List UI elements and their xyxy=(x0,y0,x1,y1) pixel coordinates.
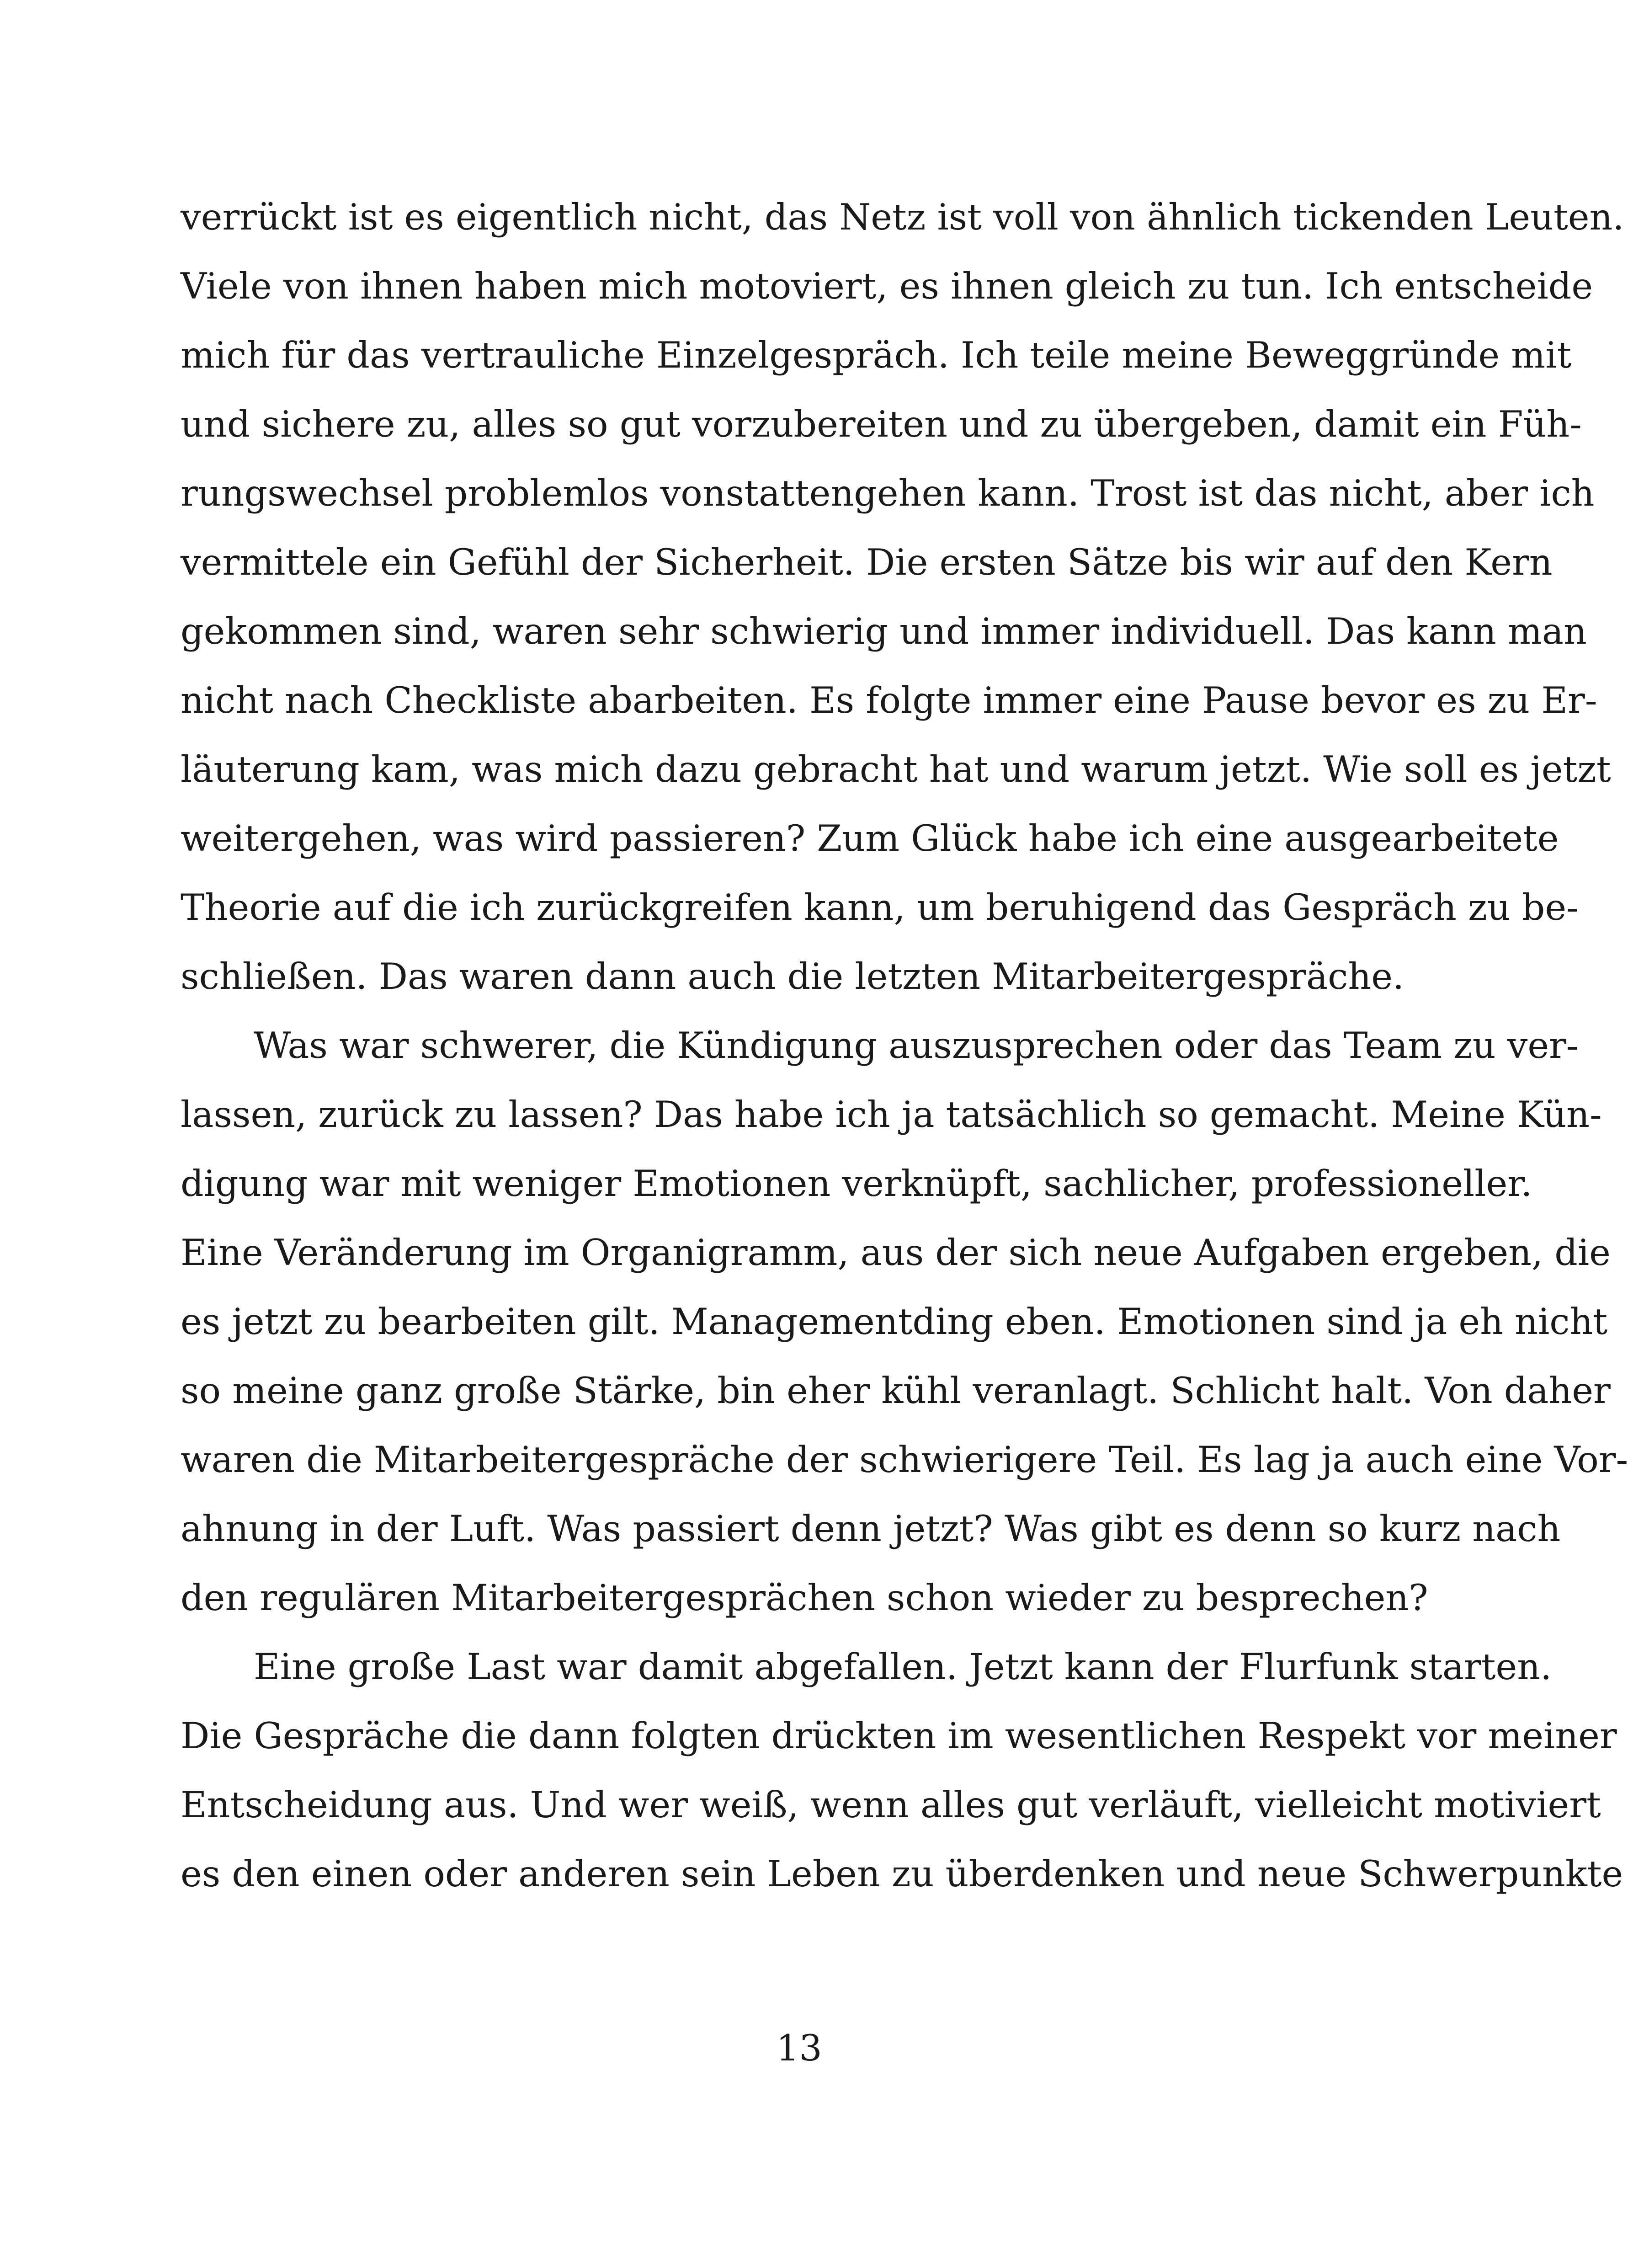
text-line: Eine große Last war damit abgefallen. Jetzt kann der Flurfunk starten. xyxy=(254,1646,1552,1688)
text-line: rungswechsel problemlos vonstattengehen kann. Trost ist das nicht, aber ich xyxy=(181,472,1595,514)
text-line: Entscheidung aus. Und wer weiß, wenn alles gut verläuft, vielleicht motiviert xyxy=(181,1784,1601,1826)
text-line: so meine ganz große Stärke, bin eher kühl veranlagt. Schlicht halt. Von daher xyxy=(181,1370,1611,1412)
page-number: 13 xyxy=(776,2027,822,2069)
text-line: digung war mit weniger Emotionen verknüpft, sachlicher, professioneller. xyxy=(181,1163,1532,1205)
text-line: es den einen oder anderen sein Leben zu überdenken und neue Schwerpunkte xyxy=(181,1853,1623,1895)
text-line: gekommen sind, waren sehr schwierig und immer individuell. Das kann man xyxy=(181,610,1587,652)
text-line: und sichere zu, alles so gut vorzubereiten und zu übergeben, damit ein Füh- xyxy=(181,403,1582,445)
text-line: schließen. Das waren dann auch die letzten Mitarbeitergespräche. xyxy=(181,955,1405,998)
body-text xyxy=(181,183,1628,1909)
text-line: läuterung kam, was mich dazu gebracht hat und warum jetzt. Wie soll es jetzt xyxy=(181,748,1611,790)
text-line: mich für das vertrauliche Einzelgespräch. Ich teile meine Beweggründe mit xyxy=(181,334,1572,376)
text-line: Theorie auf die ich zurückgreifen kann, um beruhigend das Gespräch zu be- xyxy=(181,886,1579,929)
text-line: ahnung in der Luft. Was passiert denn jetzt? Was gibt es denn so kurz nach xyxy=(181,1508,1561,1550)
text-line: Die Gespräche die dann folgten drückten im wesentlichen Respekt vor meiner xyxy=(181,1715,1617,1757)
text-line: Eine Veränderung im Organigramm, aus der sich neue Aufgaben ergeben, die xyxy=(181,1232,1611,1274)
text-line: es jetzt zu bearbeiten gilt. Managementding eben. Emotionen sind ja eh nicht xyxy=(181,1301,1608,1343)
text-line: waren die Mitarbeitergespräche der schwierigere Teil. Es lag ja auch eine Vor- xyxy=(181,1439,1628,1481)
text-line: Viele von ihnen haben mich motoviert, es ihnen gleich zu tun. Ich entscheide xyxy=(181,265,1593,307)
text-line: nicht nach Checkliste abarbeiten. Es folgte immer eine Pause bevor es zu Er- xyxy=(181,679,1597,721)
text-line: lassen, zurück zu lassen? Das habe ich ja tatsächlich so gemacht. Meine Kün- xyxy=(181,1094,1602,1136)
text-line: den regulären Mitarbeitergesprächen schon wieder zu besprechen? xyxy=(181,1577,1428,1619)
text-line: Was war schwerer, die Kündigung auszusprechen oder das Team zu ver- xyxy=(254,1025,1579,1067)
text-line: vermittele ein Gefühl der Sicherheit. Die ersten Sätze bis wir auf den Kern xyxy=(181,541,1553,583)
text-line: verrückt ist es eigentlich nicht, das Netz ist voll von ähnlich tickenden Leuten. xyxy=(181,196,1624,238)
text-line: weitergehen, was wird passieren? Zum Glück habe ich eine ausgearbeitete xyxy=(181,817,1559,859)
